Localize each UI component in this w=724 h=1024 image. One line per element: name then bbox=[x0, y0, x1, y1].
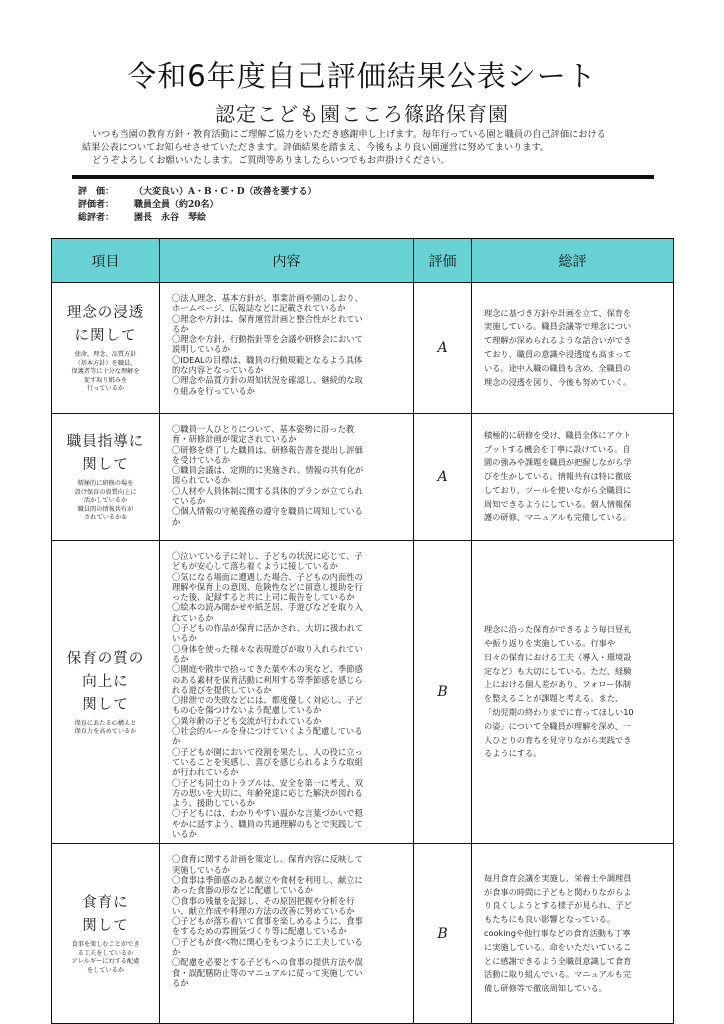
item-name: に関して bbox=[74, 328, 137, 345]
content-line: るか bbox=[172, 323, 189, 334]
review-line: cookingや他行事などの食育活動も丁寧 bbox=[484, 927, 631, 938]
review-line: 日々の保育における工夫（導入・環境設 bbox=[484, 651, 632, 662]
content-line: るか bbox=[172, 977, 189, 988]
content-line: を受けているか bbox=[172, 454, 231, 465]
table-body bbox=[52, 283, 674, 1024]
content-line: 〇研修を終了した職員は、研修報告書を提出し評価 bbox=[172, 444, 363, 455]
review-line: とに感謝できるよう全職員意識して食育 bbox=[484, 955, 632, 966]
content-line: 〇社会的ルールを身につけていくよう配慮している bbox=[172, 726, 363, 737]
review-line: ており、職員の意識や浸透度も高まって bbox=[484, 349, 632, 359]
content-line: 〇子どもが落ち着いて食事を楽しめるように、食事 bbox=[172, 916, 363, 927]
review-line: もたちにも良い影響となっている。 bbox=[484, 914, 616, 925]
page-subtitle: 認定こども園こころ篠路保育園 bbox=[215, 102, 509, 126]
item-note-line: アレルギーに対する配慮 bbox=[71, 958, 140, 966]
content-line: よう、援助しているか bbox=[172, 798, 255, 809]
grade-cell: B bbox=[414, 844, 472, 1024]
review-line: 「幼児期の終わりまでに育ってほしい10 bbox=[484, 706, 634, 717]
review-line: 園の強みや課題を職員が把握しながら学 bbox=[484, 457, 632, 468]
content-line: 説明しているか bbox=[172, 344, 231, 355]
content-line: 〇人材や人員体制に関する具体的プランが立てられ bbox=[172, 485, 363, 496]
content-cell bbox=[160, 541, 414, 844]
content-line: り組みを行っているか bbox=[172, 385, 255, 396]
content-line: るか bbox=[172, 653, 189, 664]
meta-value: （大変良い）A・B・C・D（改善を要する） bbox=[134, 187, 317, 197]
content-line: い、献立作成や料理の方法の改善に努めているか bbox=[172, 905, 355, 916]
review-line: 活動に取り組んでいる。マニュアルも完 bbox=[484, 969, 632, 980]
table-header-row bbox=[52, 239, 674, 283]
intro-text bbox=[82, 128, 662, 167]
item-note-line: （基本方針）を職員、 bbox=[74, 359, 137, 367]
intro-line: いつも当園の教育方針・教育活動にご理解ご協力をいただき感謝申し上げます。毎年行っている園と職員の自己評価における bbox=[92, 129, 606, 140]
content-line: れているか bbox=[172, 612, 214, 623]
content-line: 〇個人情報の守秘義務の遵守を職員に周知している bbox=[172, 506, 363, 517]
content-cell bbox=[160, 414, 414, 541]
review-line: 毎月食育会議を実施し、栄養士や調理員 bbox=[484, 872, 632, 883]
content-line: 〇子ども同士のトラブルは、安全を第一に考え、双 bbox=[172, 777, 363, 788]
review-line: いる。途中入職の職員も含め、全職員の bbox=[484, 362, 632, 373]
review-line: が食事の時間に子どもと関わりながらよ bbox=[484, 886, 632, 897]
review-line: 積極的に研修を受け、職員全体にアウト bbox=[484, 429, 632, 440]
item-note-line: 食事を楽しむことができ bbox=[71, 941, 140, 949]
header-review: 総評 bbox=[472, 239, 674, 283]
content-line: 〇園庭や散歩で拾ってきた葉や木の実など、季節感 bbox=[172, 664, 363, 675]
content-cell bbox=[160, 844, 414, 1024]
content-line: 〇食事の残量を記録し、その原因把握や分析を行 bbox=[172, 895, 355, 906]
item-note-line: 活かしているか bbox=[83, 497, 128, 505]
meta-label: 評価者： bbox=[78, 200, 115, 210]
review-line: に実施している。命をいただいているこ bbox=[484, 941, 632, 952]
content-line: れる遊びを提供しているか bbox=[172, 684, 272, 695]
item-name: 保育の質の bbox=[66, 650, 145, 667]
content-line: 図られているか bbox=[172, 475, 231, 486]
content-line: 育・研修計画が策定されているか bbox=[172, 434, 297, 445]
item-name: 関して bbox=[82, 696, 129, 713]
content-line: 〇泣いている子に対し、子どもの状況に応じて、子 bbox=[172, 551, 363, 561]
content-line: 〇理念や方針は、保育運営計画と整合性がとれてい bbox=[172, 313, 363, 324]
content-line: 〇子どもの作品が保育に活かされ、大切に扱われて bbox=[172, 623, 364, 634]
item-note bbox=[56, 720, 155, 737]
item-note bbox=[56, 941, 155, 975]
content-line: か bbox=[172, 736, 181, 747]
content-line: 〇配慮を必要とする子どもへの食事の提供方法や誤 bbox=[172, 957, 363, 968]
content-line: 的な内容となっているか bbox=[172, 365, 264, 376]
meta-value: 職員全員（約20名） bbox=[134, 200, 219, 210]
review-line: り良くしようとする様子が見られ、子ど bbox=[484, 900, 632, 911]
intro-line: 結果公表についてお知らせさせていただきます。評価結果を踏まえ、今後もより良い園運営に努めてまいります。 bbox=[82, 142, 550, 153]
review-line: 備し研修等で徹底周知している。 bbox=[484, 983, 607, 994]
content-line: 〇法人理念、基本方針が、事業計画や園のしおり、 bbox=[172, 293, 363, 303]
item-note-line: 保育力を高めているか bbox=[74, 728, 137, 736]
header-content: 内容 bbox=[160, 239, 414, 283]
content-line: 食・誤配膳防止等のマニュアルに従って実施してい bbox=[172, 967, 363, 978]
content-line: 〇異年齢の子ども交流が行われているか bbox=[172, 715, 322, 726]
item-note-line: 使命、理念、品質方針 bbox=[74, 351, 137, 359]
review-cell bbox=[472, 283, 674, 414]
item-name: 向上に bbox=[82, 673, 129, 690]
content-line: 〇排泄での失敗などには、都度優しく対応し、子ど bbox=[172, 695, 363, 706]
grade-cell: A bbox=[414, 283, 472, 414]
meta-label: 評 価： bbox=[78, 187, 115, 197]
evaluation-meta bbox=[78, 186, 317, 225]
item-note bbox=[56, 351, 155, 394]
review-line: 理念の浸透を図り、今後も努めていく。 bbox=[484, 376, 632, 387]
review-line: るようにする。 bbox=[484, 748, 542, 759]
item-note-line: 職員間の情報共有が bbox=[77, 505, 134, 513]
review-cell bbox=[472, 414, 674, 541]
content-line: をするための雰囲気づくり等に配慮しているか bbox=[172, 926, 347, 937]
content-line: のある素材を保育活動に利用する等季節感を感じら bbox=[172, 674, 363, 685]
review-line: しており、ツールを使いながら全職員に bbox=[484, 484, 632, 495]
content-line: いるか bbox=[172, 633, 197, 644]
item-name: 職員指導に bbox=[66, 434, 145, 451]
content-line: 〇気になる場面に遭遇した場合、子どもの内面性の bbox=[172, 571, 363, 582]
item-cell bbox=[52, 283, 160, 414]
content-line: 〇職員一人ひとりについて、基本姿勢に沿った教 bbox=[172, 424, 355, 434]
review-line: 周知できるようにしている。個人情報保 bbox=[484, 498, 632, 509]
item-note-line: 積極的に研修の場を bbox=[77, 480, 134, 488]
item-name: 食育に bbox=[82, 895, 129, 912]
meta-row-reviewer bbox=[78, 212, 317, 225]
item-cell bbox=[52, 844, 160, 1024]
item-note bbox=[56, 480, 155, 523]
item-note-line: 行っているか bbox=[86, 385, 125, 393]
content-line: 実施しているか bbox=[172, 864, 231, 875]
content-cell bbox=[160, 283, 414, 414]
content-line: 〇子どもが園において役割を果たし、人の役に立っ bbox=[172, 746, 363, 757]
review-line: て理解が深められるような話合いができ bbox=[484, 335, 632, 346]
review-line: プットする機会を丁寧に設けている。自 bbox=[484, 443, 631, 454]
item-note-line: 設け保育の資質向上に bbox=[74, 488, 137, 496]
table-row bbox=[52, 844, 674, 1024]
content-line: 〇子どもが食べ物に関心をもつように工夫している bbox=[172, 936, 363, 947]
meta-label: 総評者： bbox=[78, 213, 115, 223]
item-name: 理念の浸透 bbox=[66, 305, 145, 322]
review-line: の姿」について全職員が理解を深め、一 bbox=[484, 720, 631, 731]
review-line: 護の研修、マニュアルも完備している。 bbox=[484, 512, 632, 523]
review-line: 人ひとりの育ちを見守りながら実践でき bbox=[484, 734, 632, 745]
table-row bbox=[52, 414, 674, 541]
review-line: びを生かしている。情報共有は特に徹底 bbox=[484, 471, 632, 482]
grade-cell: A bbox=[414, 414, 472, 541]
content-line: 〇食事は季節感のある献立や食材を利用し、献立に bbox=[172, 874, 363, 885]
content-line: 理解や保育上の意図、危険性などに留意し援助を行 bbox=[172, 581, 363, 592]
item-name: 関して bbox=[82, 918, 129, 935]
content-line: どもが安心して落ち着くように接しているか bbox=[172, 561, 338, 572]
meta-row-evaluators bbox=[78, 199, 317, 212]
review-line: を整えることが課題と考える。また、 bbox=[484, 693, 624, 704]
content-line: ているか bbox=[172, 496, 206, 507]
content-line: もの心を傷つけないよう配慮しているか bbox=[172, 705, 322, 716]
content-line: 〇身体を使った様々な表現遊びが取り入れられてい bbox=[172, 643, 363, 654]
content-line: 〇理念や品質方針の周知状況を確認し、継続的な取 bbox=[172, 375, 363, 386]
item-cell bbox=[52, 414, 160, 541]
content-line: ていることを実感し、喜びを感じられるような取組 bbox=[172, 756, 363, 767]
review-line: や振り返りを実施している。行事や bbox=[484, 637, 616, 648]
evaluation-table bbox=[51, 238, 674, 1024]
content-line: 〇絵本の読み聞かせや紙芝居、手遊びなどを取り入 bbox=[172, 602, 363, 613]
divider bbox=[72, 175, 654, 179]
review-line: 実施している。職員会議等で理念につい bbox=[484, 321, 632, 332]
review-cell bbox=[472, 844, 674, 1024]
content-line: 〇子どもには、わかりやすい温かな言葉づかいで穏 bbox=[172, 808, 363, 819]
item-note-line: をしているか bbox=[86, 966, 125, 974]
page-title: 令和6年度自己評価結果公表シート bbox=[127, 59, 597, 93]
header-item: 項目 bbox=[52, 239, 160, 283]
meta-value: 園長 永谷 琴絵 bbox=[134, 213, 207, 223]
item-name: 関して bbox=[82, 457, 129, 474]
item-note-line: 保護者等に十分な理解を bbox=[71, 368, 140, 376]
intro-line: どうぞよろしくお願いいたします。ご質問等ありましたらいつでもお声掛けください。 bbox=[92, 155, 450, 166]
content-line: いるか bbox=[172, 829, 197, 840]
content-line: あった食器の形などに配慮しているか bbox=[172, 885, 313, 896]
content-line: 〇IDEALの目標は、職員の行動規範となるよう具体 bbox=[172, 354, 363, 365]
review-line: 理念に基づき方針や計画を立て、保育を bbox=[484, 307, 632, 318]
item-note-line: されているか① bbox=[84, 514, 127, 522]
item-note-line: る工夫をしているか bbox=[77, 949, 134, 957]
header-grade: 評価 bbox=[414, 239, 472, 283]
content-line: 〇職員会議は、定期的に実施され、情報の共有化が bbox=[172, 465, 364, 476]
table-row bbox=[52, 541, 674, 844]
item-cell bbox=[52, 541, 160, 844]
meta-row-rating bbox=[78, 186, 317, 199]
grade-cell: B bbox=[414, 541, 472, 844]
content-line: 〇食育に関する計画を策定し、保育内容に反映して bbox=[172, 854, 363, 865]
content-line: 方の思いを大切に、年齢発達に応じた解決が図れる bbox=[172, 787, 363, 798]
content-line: か bbox=[172, 946, 181, 957]
content-line: ホームページ、広報誌などに記載されているか bbox=[172, 303, 346, 314]
review-line: 上における個人差があり、フォロー体制 bbox=[484, 679, 631, 690]
content-line: った後、記録すると共に上司に報告をしているか bbox=[172, 592, 355, 603]
table-row bbox=[52, 283, 674, 414]
content-line: やかに話すよう、職員の共通理解のもとで実践して bbox=[172, 818, 363, 829]
review-line: 定など）も大切にしている。ただ、経験 bbox=[484, 665, 632, 676]
item-note-line: 保育にあたる心構えと bbox=[74, 719, 137, 727]
content-line: が行われているか bbox=[172, 767, 239, 778]
review-line: 理念に沿った保育ができるよう毎日昼礼 bbox=[484, 624, 632, 635]
item-note-line: 促す取り組みを bbox=[83, 376, 128, 384]
content-line: か bbox=[172, 516, 181, 527]
content-line: 〇理念や方針、行動指針等を会議や研修会において bbox=[172, 334, 363, 345]
review-cell bbox=[472, 541, 674, 844]
